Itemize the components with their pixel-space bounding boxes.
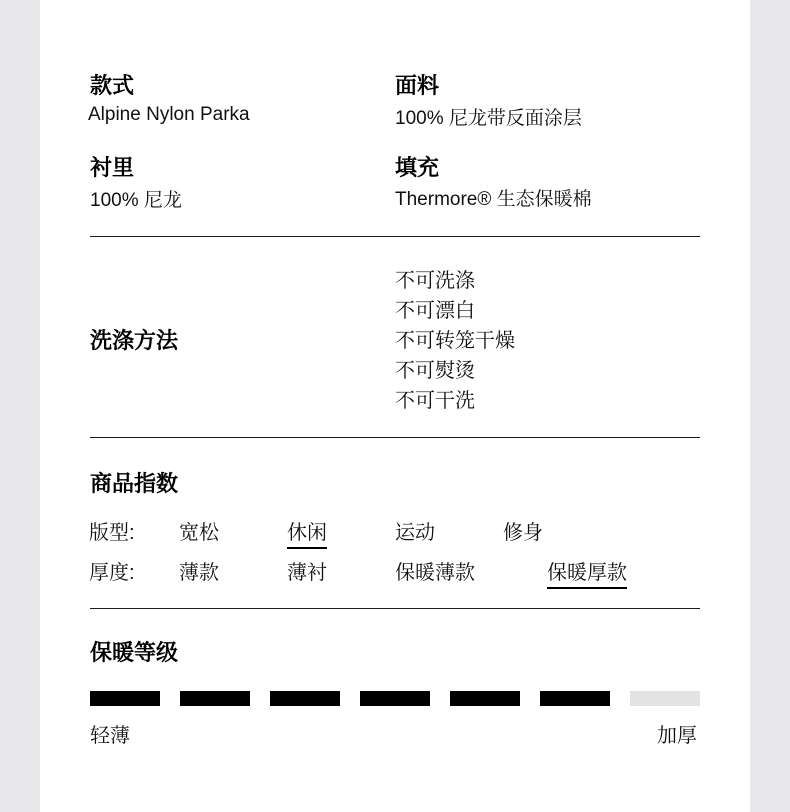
index-title: 商品指数 — [90, 471, 179, 496]
care-item: 不可漂白 — [395, 300, 475, 322]
warmth-segment — [450, 691, 520, 706]
warmth-max-label: 加厚 — [657, 725, 697, 747]
warmth-segment — [630, 691, 700, 706]
thickness-option-warm-thick: 保暖厚款 — [547, 556, 627, 589]
fill-value: Thermore® 生态保暖棉 — [395, 189, 592, 210]
warmth-segment — [540, 691, 610, 706]
fit-option-loose: 宽松 — [179, 522, 219, 544]
warmth-title: 保暖等级 — [90, 640, 179, 665]
fit-option-sport: 运动 — [395, 522, 435, 544]
thickness-option-thin-lined: 薄衬 — [287, 562, 327, 584]
warmth-segment — [180, 691, 250, 706]
warmth-segment — [270, 691, 340, 706]
fabric-label: 面料 — [395, 73, 440, 98]
warmth-segment — [90, 691, 160, 706]
care-item: 不可熨烫 — [395, 360, 475, 382]
care-item: 不可洗涤 — [395, 270, 475, 292]
fill-label: 填充 — [395, 155, 440, 180]
fit-label: 版型: — [89, 522, 135, 544]
thickness-label: 厚度: — [89, 562, 135, 584]
divider — [90, 236, 700, 237]
fit-option-casual: 休闲 — [287, 516, 327, 549]
style-value: Alpine Nylon Parka — [88, 104, 250, 125]
lining-label: 衬里 — [90, 155, 135, 180]
thickness-option-thin: 薄款 — [179, 562, 219, 584]
care-title: 洗涤方法 — [90, 328, 179, 353]
style-label: 款式 — [90, 73, 135, 98]
divider — [90, 437, 700, 438]
divider — [90, 608, 700, 609]
thickness-option-warm-thin: 保暖薄款 — [395, 562, 475, 584]
care-item: 不可干洗 — [395, 390, 475, 412]
warmth-min-label: 轻薄 — [90, 725, 130, 747]
product-detail-card — [40, 0, 750, 812]
care-item: 不可转笼干燥 — [395, 330, 515, 352]
lining-value: 100% 尼龙 — [90, 190, 182, 211]
warmth-segment — [360, 691, 430, 706]
fit-option-slim: 修身 — [503, 522, 543, 544]
fabric-value: 100% 尼龙带反面涂层 — [395, 108, 582, 129]
